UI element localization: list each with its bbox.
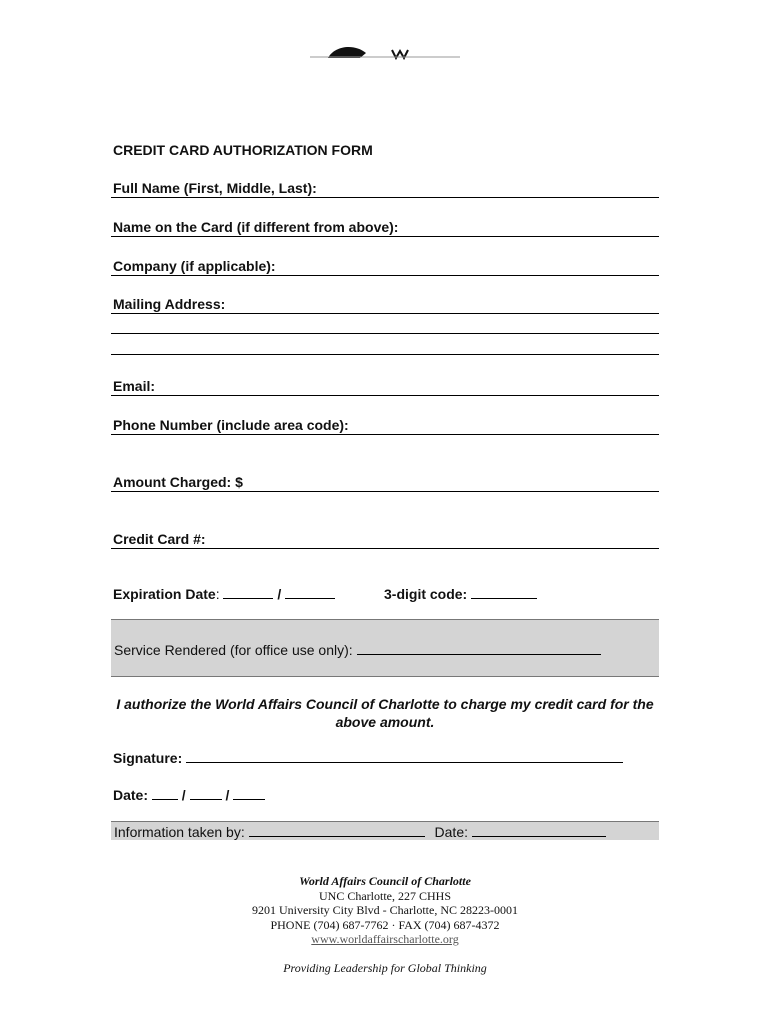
full-name-field[interactable] — [111, 176, 659, 198]
service-row — [114, 641, 601, 658]
footer-phone-fax: PHONE (704) 687-7762 · FAX (704) 687-4372 — [270, 917, 500, 932]
date-label: Date: — [113, 787, 149, 803]
email-label: Email: — [113, 378, 156, 394]
mailing-address-label: Mailing Address: — [113, 296, 226, 312]
signature-row — [113, 749, 623, 766]
card-name-label: Name on the Card (if different from above): — [113, 219, 399, 235]
footer-org-name: World Affairs Council of Charlotte — [299, 874, 471, 888]
card-number-label: Credit Card #: — [113, 531, 206, 547]
code-input[interactable] — [471, 585, 537, 599]
signature-input[interactable] — [186, 749, 623, 763]
expiration-colon: : — [215, 586, 220, 602]
date-month-input[interactable] — [152, 786, 178, 800]
authorization-statement: I authorize the World Affairs Council of Charlotte to charge my credit card for the above amount. — [116, 696, 654, 730]
amount-field[interactable] — [111, 470, 659, 492]
date-day-input[interactable] — [190, 786, 222, 800]
amount-label: Amount Charged: $ — [113, 474, 243, 490]
info-taken-row — [114, 823, 606, 840]
expiration-slash: / — [277, 586, 282, 602]
footer-address: 9201 University City Blvd - Charlotte, NC 28223-0001 — [252, 903, 518, 917]
footer-website-link[interactable]: www.worldaffairscharlotte.org — [311, 932, 459, 946]
date-row — [113, 786, 265, 803]
company-field[interactable] — [111, 254, 659, 276]
full-name-label: Full Name (First, Middle, Last): — [113, 180, 317, 196]
footer-location: UNC Charlotte, 227 CHHS — [319, 888, 451, 903]
expiration-row — [113, 585, 335, 602]
code-row — [384, 585, 537, 602]
info-taken-band — [111, 821, 659, 840]
expiration-label: Expiration Date — [113, 586, 216, 602]
info-taken-input[interactable] — [249, 823, 425, 837]
code-label: 3-digit code: — [384, 586, 468, 602]
expiration-month-input[interactable] — [223, 585, 273, 599]
date-slash-1: / — [181, 787, 186, 803]
info-taken-label: Information taken by: — [114, 824, 245, 840]
footer-tagline: Providing Leadership for Global Thinking — [283, 960, 487, 975]
info-date-input[interactable] — [472, 823, 606, 837]
form-title: CREDIT CARD AUTHORIZATION FORM — [113, 142, 373, 158]
service-label: Service Rendered (for office use only): — [114, 642, 353, 658]
expiration-year-input[interactable] — [285, 585, 335, 599]
mailing-address-line-3[interactable] — [111, 354, 659, 355]
phone-field[interactable] — [111, 413, 659, 435]
council-logo-icon — [310, 44, 462, 60]
service-input[interactable] — [357, 641, 601, 655]
office-use-band — [111, 619, 659, 677]
footer — [200, 874, 570, 975]
email-field[interactable] — [111, 374, 659, 396]
date-year-input[interactable] — [233, 786, 265, 800]
info-date-label: Date: — [434, 824, 468, 840]
mailing-address-field[interactable] — [111, 292, 659, 314]
card-name-field[interactable] — [111, 215, 659, 237]
phone-label: Phone Number (include area code): — [113, 417, 349, 433]
company-label: Company (if applicable): — [113, 258, 276, 274]
card-number-field[interactable] — [111, 527, 659, 549]
signature-label: Signature: — [113, 750, 183, 766]
mailing-address-line-2[interactable] — [111, 333, 659, 334]
date-slash-2: / — [225, 787, 230, 803]
